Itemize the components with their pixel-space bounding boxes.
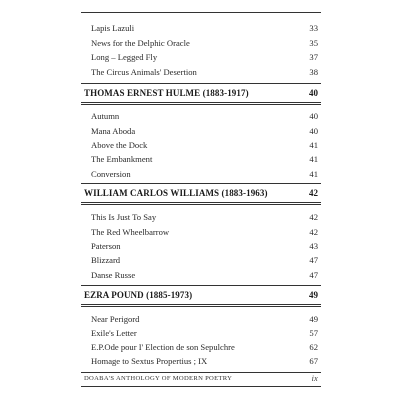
page-footer [84,373,318,385]
toc-entry-title: Paterson [91,241,121,251]
toc-entry-title: The Red Wheelbarrow [91,227,170,237]
toc-entry-page: 67 [309,356,318,366]
toc-entry-title: Autumn [91,111,120,121]
toc-entry[interactable] [91,109,318,123]
section-rule-top [81,83,321,84]
top-rule [81,12,321,13]
toc-entry[interactable] [91,21,318,35]
toc-entry[interactable] [91,326,318,340]
toc-entry[interactable] [91,167,318,181]
toc-entry-title: Long – Legged Fly [91,52,158,62]
toc-entry[interactable] [91,340,318,354]
toc-entry[interactable] [91,65,318,79]
toc-entry-title: The Circus Animals' Desertion [91,67,197,77]
toc-entry[interactable] [91,225,318,239]
section-rule-bottom [81,202,321,205]
toc-entry-page: 42 [309,227,318,237]
toc-entry-page: 41 [309,140,318,150]
section-heading-title: THOMAS ERNEST HULME (1883-1917) [84,88,249,98]
toc-entry-page: 62 [309,342,318,352]
section-heading-page: 40 [309,88,318,98]
toc-entry-page: 49 [309,314,318,324]
toc-entry-page: 57 [309,328,318,338]
toc-entry[interactable] [91,239,318,253]
toc-entry[interactable] [91,268,318,282]
toc-entry[interactable] [91,253,318,267]
toc-entry-title: Near Perigord [91,314,140,324]
section-heading[interactable] [84,85,318,101]
toc-entry-page: 40 [309,126,318,136]
toc-entry-title: Danse Russe [91,270,136,280]
toc-entry-title: Exile's Letter [91,328,137,338]
section-heading-page: 42 [309,188,318,198]
toc-entry-page: 47 [309,270,318,280]
section-rule-top [81,285,321,286]
section-rule-bottom [81,304,321,307]
toc-entry-title: Mana Aboda [91,126,136,136]
section-heading-page: 49 [309,290,318,300]
section-heading-title: EZRA POUND (1885-1973) [84,290,193,300]
toc-entry-page: 35 [309,38,318,48]
toc-entry-title: Homage to Sextus Propertius ; IX [91,356,208,366]
section-heading[interactable] [84,287,318,303]
toc-entry[interactable] [91,124,318,138]
toc-entry-page: 38 [309,67,318,77]
toc-entry-title: The Embankment [91,154,153,164]
section-rule-bottom [81,102,321,105]
toc-entry-page: 47 [309,255,318,265]
toc-entry[interactable] [91,152,318,166]
toc-entry[interactable] [91,50,318,64]
toc-entry-title: E.P.Ode pour I' Election de son Sepulchre [91,342,235,352]
toc-entry-title: News for the Delphic Oracle [91,38,190,48]
toc-entry[interactable] [91,210,318,224]
toc-entry-page: 43 [309,241,318,251]
toc-entry-title: Conversion [91,169,131,179]
toc-entry[interactable] [91,138,318,152]
toc-entry[interactable] [91,312,318,326]
section-heading[interactable] [84,185,318,201]
toc-entry-title: Lapis Lazuli [91,23,135,33]
toc-entry-title: This Is Just To Say [91,212,157,222]
footer-page-number: ix [311,374,318,383]
toc-entry[interactable] [91,354,318,368]
section-rule-top [81,183,321,184]
toc-entry-title: Above the Dock [91,140,148,150]
toc-entry-page: 37 [309,52,318,62]
toc-entry-page: 41 [309,154,318,164]
footer-book-title: DOABA'S ANTHOLOGY OF MODERN POETRY [84,375,233,382]
toc-entry-page: 40 [309,111,318,121]
toc-entry-page: 33 [309,23,318,33]
footer-rule-bottom [81,386,321,387]
toc-entry[interactable] [91,36,318,50]
toc-entry-title: Blizzard [91,255,121,265]
toc-entry-page: 41 [309,169,318,179]
section-heading-title: WILLIAM CARLOS WILLIAMS (1883-1963) [84,188,268,198]
toc-entry-page: 42 [309,212,318,222]
